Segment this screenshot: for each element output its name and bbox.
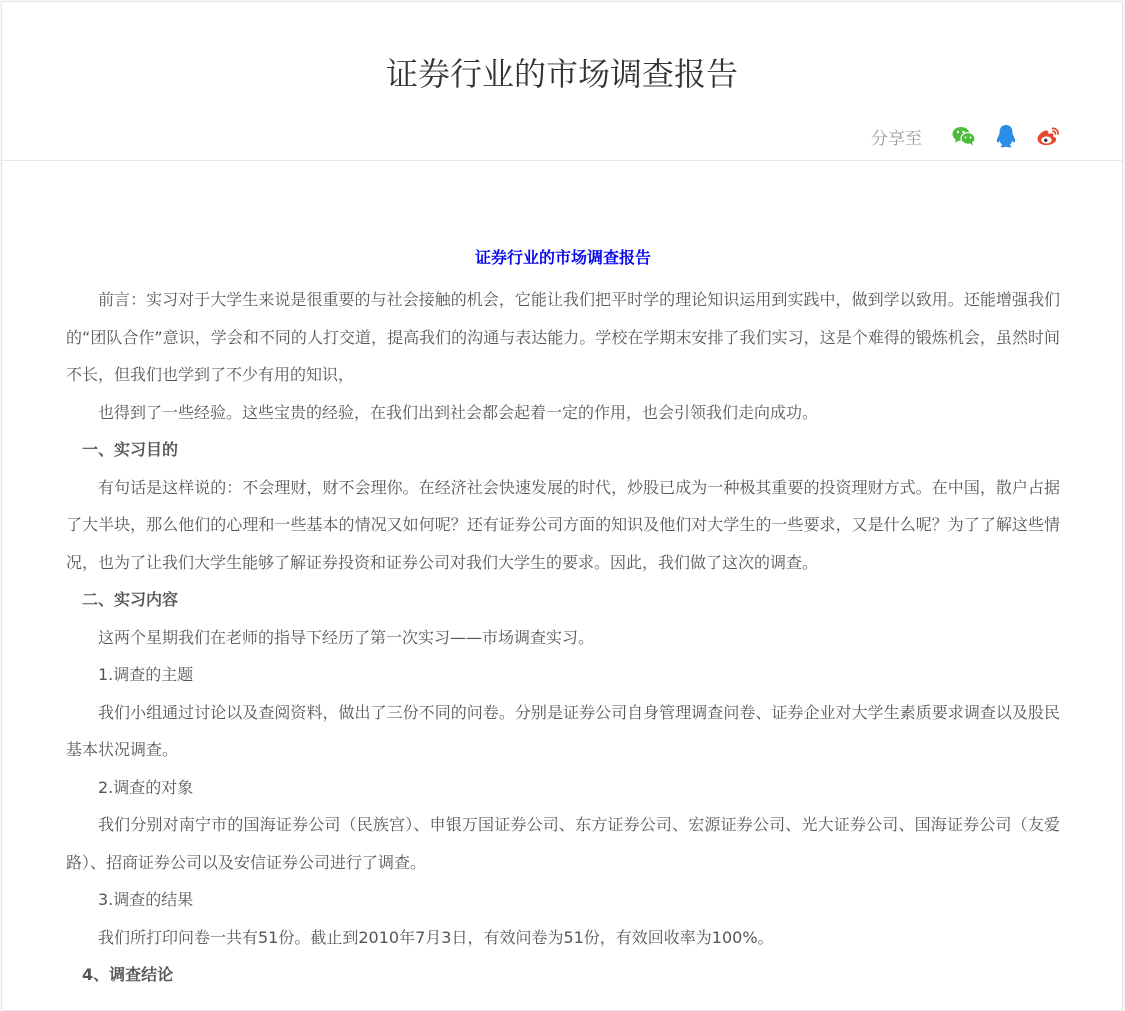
section-heading-purpose: 一、实习目的 (82, 440, 179, 459)
share-bar (871, 122, 1062, 150)
preface-paragraph-continued: 也得到了一些经验。这些宝贵的经验，在我们出到社会都会起着一定的作用，也会引领我们走向成功。 (98, 402, 819, 422)
section-heading-conclusion: 4、调查结论 (82, 965, 174, 984)
purpose-paragraph: 有句话是这样说的：不会理财，财不会理你。在经济社会快速发展的时代，炒股已成为一种极其重要的投资理财方式。在中国，散户占据了大半块，那么他们的心理和一些基本的情况又如何呢？还有证券公司方面的知识及他们对大学生的一些要求，又是什么呢？为了了解这些情况，也为了让我们大学生能够了解证券投资和证券公司对我们大学生的要求。因此，我们做了这次的调查。 (66, 477, 1060, 572)
preface-paragraph: 前言：实习对于大学生来说是很重要的与社会接触的机会，它能让我们把平时学的理论知识运用到实践中，做到学以致用。还能增强我们的“团队合作”意识，学会和不同的人打交道，提高我们的沟通与表达能力。学校在学期末安排了我们实习，这是个难得的锻炼机会，虽然时间不长，但我们也学到了不少有用的知识， (66, 290, 1060, 384)
content-intro-paragraph: 这两个星期我们在老师的指导下经历了第一次实习——市场调查实习。 (98, 627, 595, 647)
subsection-heading-results: 3.调查的结果 (98, 890, 194, 909)
qq-icon[interactable] (992, 122, 1020, 150)
results-paragraph: 我们所打印问卷一共有51份。截止到2010年7月3日，有效问卷为51份，有效回收率为100%。 (98, 927, 774, 947)
wechat-icon[interactable] (950, 122, 978, 150)
subsection-heading-topic: 1.调查的主题 (98, 665, 194, 684)
page-title: 证券行业的市场调查报告 (385, 55, 738, 93)
article-body (2, 161, 1122, 994)
subsection-heading-targets: 2.调查的对象 (98, 777, 194, 797)
section-heading-content: 二、实习内容 (82, 590, 179, 609)
topic-paragraph: 我们小组通过讨论以及查阅资料，做出了三份不同的问卷。分别是证券公司自身管理调查问卷、证券企业对大学生素质要求调查以及股民基本状况调查。 (66, 702, 1060, 759)
weibo-icon[interactable] (1034, 122, 1062, 150)
article-card (1, 1, 1123, 1011)
share-label: 分享至 (871, 128, 922, 149)
article-title: 证券行业的市场调查报告 (474, 248, 651, 267)
article-header (2, 2, 1122, 161)
targets-paragraph: 我们分别对南宁市的国海证券公司（民族宫）、申银万国证券公司、东方证券公司、宏源证券公司、光大证券公司、国海证券公司（友爱路）、招商证券公司以及安信证券公司进行了调查。 (66, 815, 1060, 872)
